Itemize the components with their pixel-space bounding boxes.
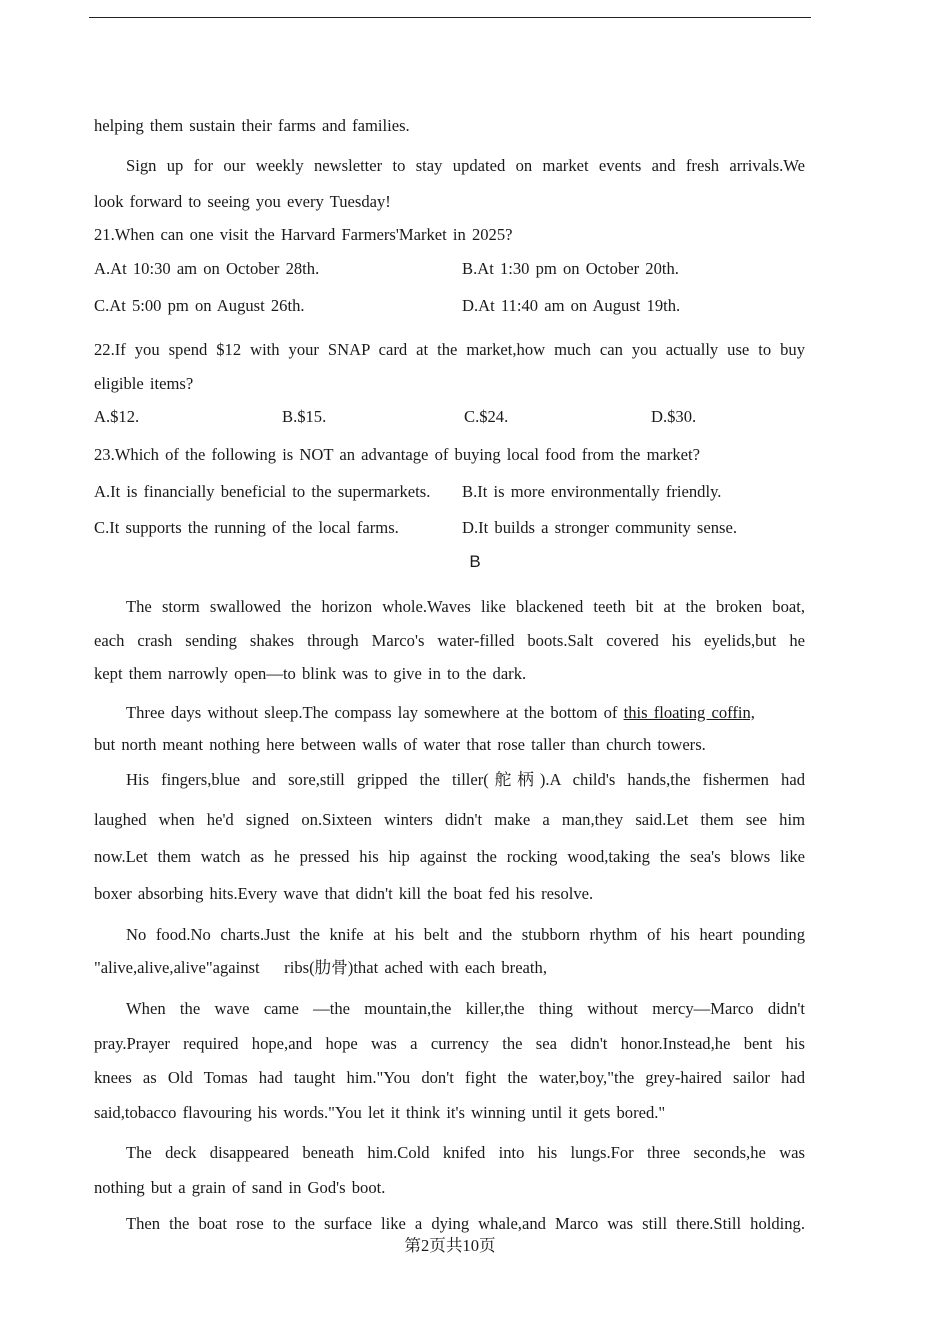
story-p2-line-1	[126, 703, 805, 723]
story-p2-text: Three days without sleep.The compass lay somewhere at the bottom of	[126, 703, 618, 722]
q23-stem: 23.Which of the following is NOT an advantage of buying local food from the market?	[94, 445, 701, 464]
section-heading: B	[469, 552, 481, 571]
q23-option-b: B.It is more environmentally friendly.	[462, 482, 722, 501]
q22-stem-line-1: 22.If you spend $12 with your SNAP card at the market,how much can you actually use to buy	[94, 340, 805, 359]
underlined-phrase: this floating coffin,	[623, 703, 755, 722]
story-p3-line-3: now.Let them watch as he pressed his hip against the rocking wood,taking the sea's blows like	[94, 847, 805, 866]
q21-option-c: C.At 5:00 pm on August 26th.	[94, 296, 305, 315]
q21-stem: 21.When can one visit the Harvard Farmers'Market in 2025?	[94, 225, 513, 244]
newsletter-line-2: look forward to seeing you every Tuesday!	[94, 192, 391, 211]
passage-a-tail: helping them sustain their farms and families.	[94, 116, 410, 135]
newsletter-line-1: Sign up for our weekly newsletter to stay updated on market events and fresh arrivals.We	[126, 156, 805, 175]
story-p5-line-2: pray.Prayer required hope,and hope was a currency the sea didn't honor.Instead,he bent his	[94, 1034, 805, 1053]
q21-option-d: D.At 11:40 am on August 19th.	[462, 296, 681, 315]
q23-option-d: D.It builds a stronger community sense.	[462, 518, 737, 537]
q22-stem-line-2: eligible items?	[94, 374, 194, 393]
story-p4-line-2: "alive,alive,alive"against ribs(肋骨)that ached with each breath,	[94, 958, 547, 977]
q21-option-b: B.At 1:30 pm on October 20th.	[462, 259, 679, 278]
story-p5-line-4: said,tobacco flavouring his words."You let it think it's winning until it gets bored."	[94, 1103, 666, 1122]
story-p1-line-1: The storm swallowed the horizon whole.Waves like blackened teeth bit at the broken boat,	[126, 597, 805, 616]
story-p3-line-4: boxer absorbing hits.Every wave that didn't kill the boat fed his resolve.	[94, 884, 594, 903]
story-p3-line-2: laughed when he'd signed on.Sixteen winters didn't make a man,they said.Let them see him	[94, 810, 805, 829]
page-number: 第2页共10页	[404, 1236, 496, 1255]
story-p1-line-2: each crash sending shakes through Marco's water-filled boots.Salt covered his eyelids,but he	[94, 631, 805, 650]
q22-option-d: D.$30.	[651, 407, 697, 426]
q22-option-b: B.$15.	[282, 407, 327, 426]
story-p1-line-3: kept them narrowly open—to blink was to give in to the dark.	[94, 664, 527, 683]
story-p4-line-1: No food.No charts.Just the knife at his belt and the stubborn rhythm of his heart pounding	[126, 925, 805, 944]
story-p6-line-2: nothing but a grain of sand in God's boot.	[94, 1178, 386, 1197]
story-p5-line-1: When the wave came —the mountain,the killer,the thing without mercy—Marco didn't	[126, 999, 805, 1018]
header-rule	[89, 17, 811, 18]
story-p3-line-1: His fingers,blue and sore,still gripped the tiller(舵柄).A child's hands,the fishermen had	[126, 770, 805, 789]
q23-option-a: A.It is financially beneficial to the supermarkets.	[94, 482, 431, 501]
q22-option-c: C.$24.	[464, 407, 509, 426]
story-p6-line-1: The deck disappeared beneath him.Cold knifed into his lungs.For three seconds,he was	[126, 1143, 805, 1162]
q21-option-a: A.At 10:30 am on October 28th.	[94, 259, 320, 278]
story-p5-line-3: knees as Old Tomas had taught him."You don't fight the water,boy,"the grey-haired sailor had	[94, 1068, 805, 1087]
q22-option-a: A.$12.	[94, 407, 140, 426]
q23-option-c: C.It supports the running of the local farms.	[94, 518, 399, 537]
story-p7-line-1: Then the boat rose to the surface like a dying whale,and Marco was still there.Still holding.	[126, 1214, 805, 1233]
story-p2-line-2: but north meant nothing here between walls of water that rose taller than church towers.	[94, 735, 706, 754]
